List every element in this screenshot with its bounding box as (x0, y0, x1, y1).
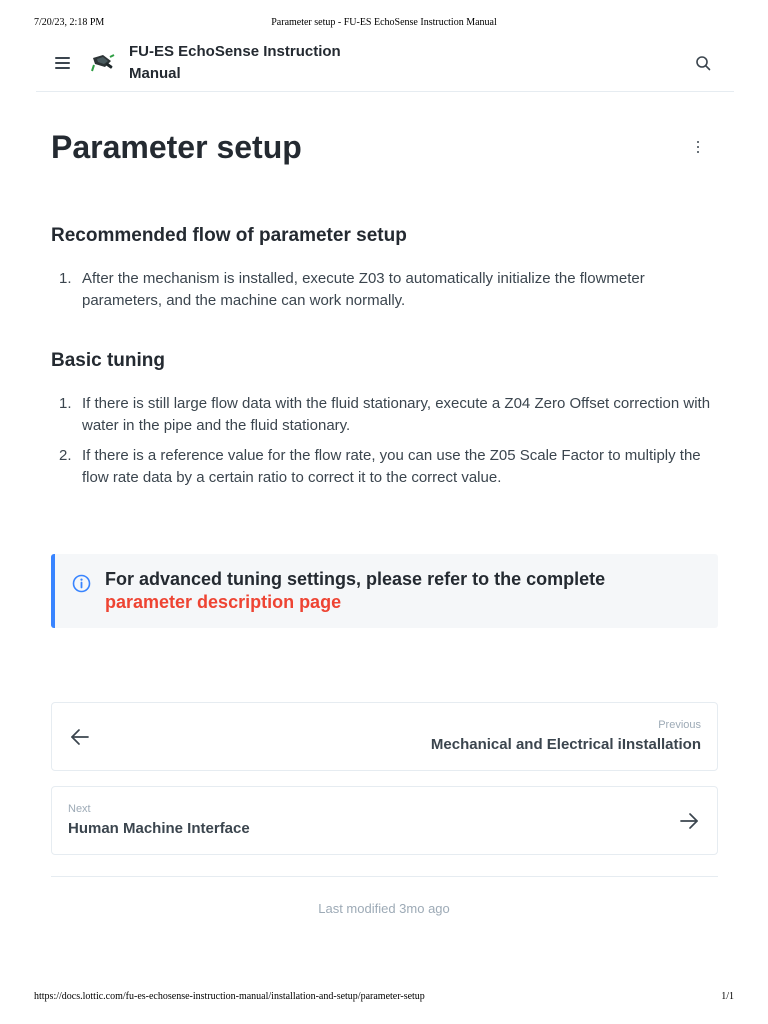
footer-divider (51, 876, 718, 877)
previous-page-title[interactable]: Mechanical and Electrical iInstallation (430, 736, 701, 753)
section-heading-basic-tuning: Basic tuning (51, 350, 166, 371)
print-page-number: 1/1 (721, 991, 734, 1002)
top-bar (36, 36, 734, 92)
parameter-description-link[interactable]: parameter description page (105, 592, 342, 612)
print-footer (34, 991, 734, 1005)
info-circle-icon (72, 574, 91, 593)
basic-tuning-list (51, 393, 721, 497)
next-label: Next (68, 803, 91, 815)
list-item-number: 1. (59, 270, 72, 287)
next-page-card[interactable] (51, 786, 718, 855)
last-modified: Last modified 3mo ago (318, 901, 450, 916)
previous-page-card[interactable] (51, 702, 718, 771)
print-datetime: 7/20/23, 2:18 PM (34, 17, 105, 28)
list-item (51, 445, 721, 489)
hint-text (105, 568, 605, 614)
hamburger-menu-icon[interactable] (55, 56, 71, 70)
info-hint-box (51, 554, 718, 628)
recommended-flow-list (51, 268, 721, 320)
previous-label: Previous (658, 719, 701, 731)
site-title[interactable]: FU-ES EchoSense Instruction Manual (129, 43, 341, 82)
print-doc-title: Parameter setup - FU-ES EchoSense Instruction Manual (271, 17, 497, 28)
vertical-dots-icon[interactable] (694, 139, 702, 155)
section-heading-recommended-flow: Recommended flow of parameter setup (51, 225, 407, 246)
print-url: https://docs.lottic.com/fu-es-echosense-instruction-manual/installation-and-setup/parameter-setup (34, 991, 425, 1002)
arrow-right-icon (679, 812, 699, 830)
list-item-text: If there is still large flow data with the fluid stationary, execute a Z04 Zero Offset correction with water in the pipe and the fluid stationary. (82, 395, 711, 434)
search-icon[interactable] (695, 55, 712, 72)
list-item (51, 268, 721, 312)
print-header (34, 17, 734, 31)
list-item-text: If there is a reference value for the flow rate, you can use the Z05 Scale Factor to multiply the flow rate data by a certain ratio to correct it to the correct value. (82, 447, 701, 486)
list-item-number: 1. (59, 395, 72, 412)
list-item (51, 393, 721, 437)
sensor-device-logo[interactable] (91, 52, 115, 74)
next-page-title[interactable]: Human Machine Interface (68, 820, 250, 837)
hint-message: For advanced tuning settings, please refer to the complete (105, 569, 606, 589)
arrow-left-icon (70, 728, 90, 746)
list-item-number: 2. (59, 447, 72, 464)
list-item-text: After the mechanism is installed, execute Z03 to automatically initialize the flowmeter parameters, and the machine can work normally. (82, 270, 645, 309)
page-title: Parameter setup (51, 129, 302, 165)
